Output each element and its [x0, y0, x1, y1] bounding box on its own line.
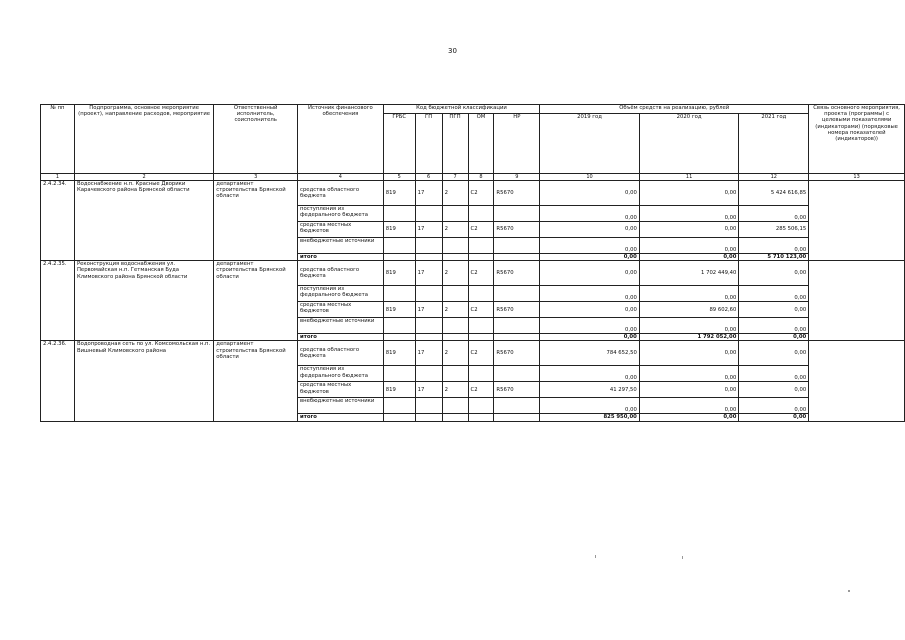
col-number: 1 [41, 174, 75, 181]
grbs-cell [383, 318, 415, 334]
gp-cell: 17 [415, 261, 442, 286]
gp-cell [415, 238, 442, 254]
amount-2020: 0,00 [639, 318, 739, 334]
gp-cell: 17 [415, 222, 442, 238]
header-np: НР [494, 114, 540, 174]
funding-source: внебюджетные источники [298, 318, 384, 334]
np-cell: R5670 [494, 222, 540, 238]
grbs-cell: 819 [383, 382, 415, 398]
om-cell [468, 318, 494, 334]
pgp-cell: 2 [442, 181, 468, 206]
amount-2021: 0,00 [739, 366, 809, 382]
col-number: 12 [739, 174, 809, 181]
table-row [41, 341, 905, 366]
amount-2020: 0,00 [639, 286, 739, 302]
funding-source: поступления из федерального бюджета [298, 366, 384, 382]
amount-2021: 285 506,15 [739, 222, 809, 238]
amount-2021: 0,00 [739, 261, 809, 286]
pgp-cell [442, 238, 468, 254]
col-number: 7 [442, 174, 468, 181]
gp-cell [415, 206, 442, 222]
grbs-cell: 819 [383, 261, 415, 286]
total-2020: 0,00 [639, 414, 739, 421]
amount-2019: 0,00 [540, 261, 640, 286]
funding-source: внебюджетные источники [298, 398, 384, 414]
col-number: 6 [415, 174, 442, 181]
page-number: 30 [448, 47, 457, 55]
pgp-cell: 2 [442, 341, 468, 366]
measure-number: 2.4.2.34. [41, 181, 75, 261]
total-label: итого [298, 414, 384, 421]
om-cell: C2 [468, 222, 494, 238]
gp-cell: 17 [415, 341, 442, 366]
np-cell: R5670 [494, 181, 540, 206]
pgp-cell: 2 [442, 382, 468, 398]
amount-2021: 0,00 [739, 238, 809, 254]
np-cell [494, 206, 540, 222]
header-program: Подпрограмма, основное мероприятие (проект), направление расходов, мероприятие [74, 105, 213, 174]
amount-2021: 5 424 616,85 [739, 181, 809, 206]
amount-2020: 0,00 [639, 366, 739, 382]
amount-2020: 0,00 [639, 206, 739, 222]
header-link: Связь основного мероприятия, проекта (программы) с целевыми показателями (индикаторами) (порядковые номера показателей (индикаторов)) [809, 105, 905, 174]
om-cell [468, 366, 494, 382]
amount-2021: 0,00 [739, 302, 809, 318]
header-source: Источник финансового обеспечения [298, 105, 384, 174]
indicator-link-cell [809, 261, 905, 341]
table-row [41, 261, 905, 286]
om-cell: C2 [468, 261, 494, 286]
gp-cell [415, 398, 442, 414]
scan-artifact [595, 555, 596, 558]
gp-cell: 17 [415, 181, 442, 206]
amount-2019: 784 652,50 [540, 341, 640, 366]
measure-responsible: департамент строительства Брянской области [214, 341, 298, 421]
header-om: ОМ [468, 114, 494, 174]
pgp-cell [442, 366, 468, 382]
om-cell [468, 286, 494, 302]
measure-block [41, 261, 905, 341]
grbs-cell [383, 366, 415, 382]
indicator-link-cell [809, 181, 905, 261]
amount-2021: 0,00 [739, 286, 809, 302]
header-2021: 2021 год [739, 114, 809, 174]
col-number: 8 [468, 174, 494, 181]
total-2019: 0,00 [540, 254, 640, 261]
gp-cell [415, 366, 442, 382]
funding-source: поступления из федерального бюджета [298, 286, 384, 302]
col-number: 2 [74, 174, 213, 181]
grbs-cell [383, 286, 415, 302]
om-cell [468, 398, 494, 414]
amount-2019: 0,00 [540, 238, 640, 254]
np-cell [494, 318, 540, 334]
funding-source: средства местных бюджетов [298, 382, 384, 398]
amount-2021: 0,00 [739, 398, 809, 414]
col-number: 3 [214, 174, 298, 181]
np-cell: R5670 [494, 261, 540, 286]
measure-name: Реконструкция водоснабжения ул. Первомайская н.п. Гетманская Буда Климовского района Брянской области [74, 261, 213, 341]
total-2020: 1 792 052,00 [639, 334, 739, 341]
gp-cell: 17 [415, 302, 442, 318]
gp-cell [415, 286, 442, 302]
amount-2019: 0,00 [540, 222, 640, 238]
pgp-cell: 2 [442, 261, 468, 286]
funding-source: средства областного бюджета [298, 261, 384, 286]
amount-2019: 0,00 [540, 181, 640, 206]
amount-2019: 0,00 [540, 366, 640, 382]
grbs-cell [383, 398, 415, 414]
column-number-row [41, 174, 905, 181]
measure-responsible: департамент строительства Брянской области [214, 261, 298, 341]
om-cell: C2 [468, 382, 494, 398]
total-2021: 0,00 [739, 414, 809, 421]
total-2019: 0,00 [540, 334, 640, 341]
funding-source: поступления из федерального бюджета [298, 206, 384, 222]
header-responsible: Ответственный исполнитель, соисполнитель [214, 105, 298, 174]
grbs-cell [383, 206, 415, 222]
om-cell [468, 238, 494, 254]
budget-table [40, 104, 905, 422]
pgp-cell: 2 [442, 302, 468, 318]
total-2021: 5 710 123,00 [739, 254, 809, 261]
funding-source: средства местных бюджетов [298, 302, 384, 318]
grbs-cell: 819 [383, 181, 415, 206]
total-2020: 0,00 [639, 254, 739, 261]
om-cell [468, 206, 494, 222]
total-label: итого [298, 254, 384, 261]
amount-2019: 0,00 [540, 302, 640, 318]
amount-2020: 0,00 [639, 341, 739, 366]
amount-2020: 0,00 [639, 382, 739, 398]
amount-2019: 0,00 [540, 398, 640, 414]
header-2019: 2019 год [540, 114, 640, 174]
total-label: итого [298, 334, 384, 341]
np-cell [494, 366, 540, 382]
grbs-cell: 819 [383, 222, 415, 238]
col-number: 4 [298, 174, 384, 181]
amount-2021: 0,00 [739, 341, 809, 366]
amount-2020: 1 702 449,40 [639, 261, 739, 286]
funding-source: средства местных бюджетов [298, 222, 384, 238]
pgp-cell [442, 206, 468, 222]
col-number: 5 [383, 174, 415, 181]
total-2021: 0,00 [739, 334, 809, 341]
measure-name: Водоснабжение н.п. Красные Дворики Карачевского района Брянской области [74, 181, 213, 261]
pgp-cell [442, 398, 468, 414]
amount-2020: 0,00 [639, 222, 739, 238]
amount-2019: 0,00 [540, 286, 640, 302]
header-pgp: ПГП [442, 114, 468, 174]
np-cell: R5670 [494, 302, 540, 318]
amount-2021: 0,00 [739, 318, 809, 334]
funding-source: средства областного бюджета [298, 341, 384, 366]
scan-artifact [682, 556, 683, 559]
header-volume: Объём средств на реализацию, рублей [540, 105, 809, 114]
amount-2021: 0,00 [739, 206, 809, 222]
np-cell [494, 238, 540, 254]
amount-2020: 0,00 [639, 238, 739, 254]
funding-source: средства областного бюджета [298, 181, 384, 206]
measure-number: 2.4.2.36. [41, 341, 75, 421]
om-cell: C2 [468, 302, 494, 318]
np-cell [494, 398, 540, 414]
total-2019: 825 950,00 [540, 414, 640, 421]
amount-2019: 0,00 [540, 206, 640, 222]
measure-responsible: департамент строительства Брянской области [214, 181, 298, 261]
header-num: № пп [41, 105, 75, 174]
amount-2020: 89 602,60 [639, 302, 739, 318]
om-cell: C2 [468, 181, 494, 206]
col-number: 9 [494, 174, 540, 181]
measure-block [41, 181, 905, 261]
pgp-cell [442, 318, 468, 334]
col-number: 13 [809, 174, 905, 181]
scan-artifact [848, 590, 850, 592]
measure-block [41, 341, 905, 421]
grbs-cell: 819 [383, 341, 415, 366]
col-number: 11 [639, 174, 739, 181]
gp-cell [415, 318, 442, 334]
amount-2020: 0,00 [639, 181, 739, 206]
measure-name: Водопроводная сеть по ул. Комсомольская н.п. Вишневый Климовского района [74, 341, 213, 421]
np-cell: R5670 [494, 341, 540, 366]
measure-number: 2.4.2.35. [41, 261, 75, 341]
amount-2020: 0,00 [639, 398, 739, 414]
header-2020: 2020 год [639, 114, 739, 174]
amount-2021: 0,00 [739, 382, 809, 398]
amount-2019: 41 297,50 [540, 382, 640, 398]
np-cell [494, 286, 540, 302]
amount-2019: 0,00 [540, 318, 640, 334]
col-number: 10 [540, 174, 640, 181]
header-grbs: ГРБС [383, 114, 415, 174]
header-budget-code: Код бюджетной классификации [383, 105, 540, 114]
header-gp: ГП [415, 114, 442, 174]
om-cell: C2 [468, 341, 494, 366]
pgp-cell [442, 286, 468, 302]
grbs-cell: 819 [383, 302, 415, 318]
indicator-link-cell [809, 341, 905, 421]
funding-source: внебюджетные источники [298, 238, 384, 254]
grbs-cell [383, 238, 415, 254]
gp-cell: 17 [415, 382, 442, 398]
table-row [41, 181, 905, 206]
np-cell: R5670 [494, 382, 540, 398]
pgp-cell: 2 [442, 222, 468, 238]
